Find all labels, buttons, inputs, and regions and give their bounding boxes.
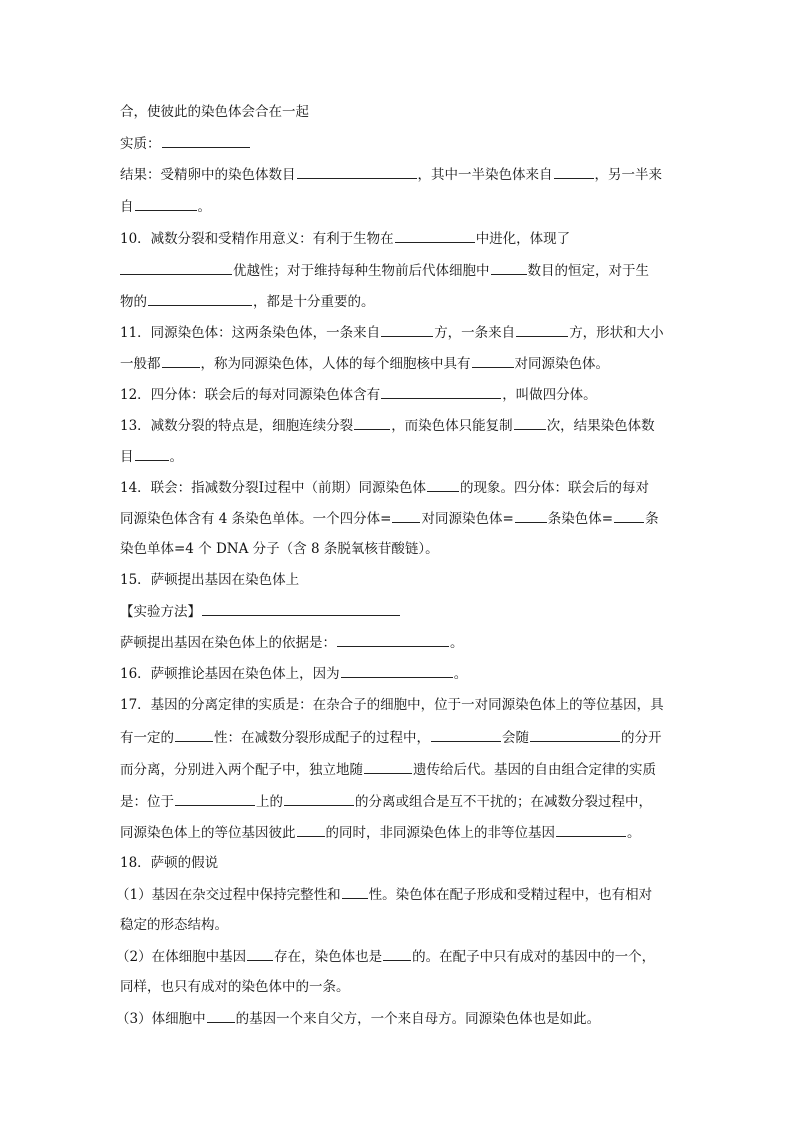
line-text: 的分开	[621, 730, 662, 746]
line-text: 目	[120, 449, 134, 465]
line-text: ，其中一半染色体来自	[417, 167, 553, 183]
line-text: 12．四分体：联会后的每对同源染色体含有	[120, 387, 381, 403]
line-text: 的基因一个来自父方，一个来自母方。同源染色体也是如此。	[235, 1011, 601, 1027]
line-text: 上的	[256, 794, 283, 810]
line-text: 染色单体=4 个 DNA 分子（含 8 条脱氧核苷酸链）。	[120, 541, 439, 557]
text-line	[120, 791, 684, 811]
blank-field[interactable]	[341, 663, 453, 678]
blank-field[interactable]	[514, 415, 546, 430]
blank-field[interactable]	[135, 196, 197, 211]
blank-field[interactable]	[472, 353, 514, 368]
blank-field[interactable]	[284, 791, 354, 806]
line-text: （1）基因在杂交过程中保持完整性和	[116, 887, 341, 903]
line-text: 合，使彼此的染色体会合在一起	[120, 104, 309, 120]
line-text: 的现象。四分体：联会后的每对	[460, 480, 650, 496]
line-text: 同源染色体含有 4 条染色单体。一个四分体=	[120, 511, 392, 527]
line-text: 11．同源染色体：这两条染色体，一条来自	[120, 325, 381, 341]
text-line	[120, 759, 684, 779]
line-text: 的分离或组合是互不干扰的；在减数分裂过程中，	[355, 794, 652, 810]
line-text: 方，一条来自	[434, 325, 516, 341]
blank-field[interactable]	[162, 353, 200, 368]
blank-field[interactable]	[431, 727, 501, 742]
line-text: 。	[453, 666, 468, 682]
line-text: 性。染色体在配子形成和受精过程中，也有相对	[368, 887, 653, 903]
line-text: ，另一半来	[594, 167, 662, 183]
line-text: 。	[627, 825, 641, 841]
line-text: 优越性；对于维持每种生物前后代体细胞中	[233, 263, 490, 279]
text-line	[116, 884, 684, 904]
text-line	[120, 384, 684, 404]
blank-field[interactable]	[342, 884, 368, 899]
blank-field[interactable]	[614, 508, 644, 523]
blank-field[interactable]	[120, 260, 232, 275]
line-text: 存在，染色体也是	[274, 949, 383, 965]
line-text: 的。在配子中只有成对的基因中的一个，	[412, 949, 656, 965]
line-text: 。	[450, 635, 464, 651]
line-text: 条染色体=	[547, 511, 614, 527]
line-text: 次，结果染色体数	[546, 418, 655, 434]
line-text: 是：位于	[120, 794, 174, 810]
blank-field[interactable]	[381, 322, 433, 337]
blank-field[interactable]	[162, 133, 250, 148]
line-text: 10．减数分裂和受精作用意义：有利于生物在	[120, 231, 394, 247]
blank-field[interactable]	[515, 508, 547, 523]
blank-field[interactable]	[175, 791, 255, 806]
line-text: 有一定的	[120, 730, 174, 746]
line-text: ，称为同源染色体，人体的每个细胞核中具有	[200, 356, 471, 372]
line-text: ，都是十分重要的。	[253, 294, 375, 310]
blank-field[interactable]	[427, 477, 459, 492]
line-text: 方，形状和大小	[569, 325, 664, 341]
text-line	[120, 915, 684, 935]
line-text: 萨顿提出基因在染色体上的依据是：	[120, 635, 336, 651]
blank-field[interactable]	[337, 632, 449, 647]
line-text: 结果：受精卵中的染色体数目	[120, 167, 296, 183]
blank-field[interactable]	[354, 415, 390, 430]
text-line	[120, 102, 684, 122]
line-text: 遗传给后代。基因的自由组合定律的实质	[413, 762, 656, 778]
blank-field[interactable]	[554, 164, 594, 179]
line-text: 中进化，体现了	[475, 231, 571, 247]
blank-field[interactable]	[297, 164, 417, 179]
line-text: 15．萨顿提出基因在染色体上	[120, 572, 300, 588]
blank-field[interactable]	[395, 228, 475, 243]
text-line	[120, 508, 684, 528]
text-line	[120, 446, 684, 466]
blank-field[interactable]	[297, 822, 325, 837]
line-text: 18．萨顿的假说	[120, 855, 219, 871]
blank-field[interactable]	[175, 727, 213, 742]
blank-field[interactable]	[381, 384, 501, 399]
text-line	[120, 415, 684, 435]
text-line	[120, 477, 684, 497]
text-line	[120, 601, 684, 621]
text-line	[120, 727, 684, 747]
line-text: 同源染色体上的等位基因彼此	[120, 825, 296, 841]
text-line	[120, 196, 684, 216]
text-line	[116, 1008, 684, 1028]
line-text: （2）在体细胞中基因	[116, 949, 247, 965]
line-text: 会随	[502, 730, 529, 746]
line-text: 数目的恒定，对于生	[527, 263, 649, 279]
line-text: 实质：	[120, 136, 161, 152]
line-text: 14．联会：指减数分裂Ⅰ过程中（前期）同源染色体	[120, 480, 427, 496]
line-text: 物的	[120, 294, 147, 310]
blank-field[interactable]	[530, 727, 620, 742]
blank-field[interactable]	[135, 446, 169, 461]
blank-field[interactable]	[202, 601, 400, 616]
text-line	[120, 353, 684, 373]
line-text: 。	[169, 449, 183, 465]
text-line	[120, 570, 684, 590]
line-text: ，而染色体只能复制	[391, 418, 513, 434]
line-text: 同样，也只有成对的染色体中的一条。	[120, 979, 350, 995]
line-text: 【实验方法】	[120, 604, 201, 620]
blank-field[interactable]	[556, 822, 626, 837]
text-line	[120, 291, 684, 311]
text-line	[120, 539, 684, 559]
line-text: 条	[645, 511, 659, 527]
text-line	[120, 164, 684, 184]
line-text: 的同时，非同源染色体上的非等位基因	[325, 825, 555, 841]
text-line	[120, 228, 684, 248]
line-text: 13．减数分裂的特点是，细胞连续分裂	[120, 418, 354, 434]
line-text: （3）体细胞中	[116, 1011, 206, 1027]
line-text: 对同源染色体=	[421, 511, 514, 527]
blank-field[interactable]	[148, 291, 252, 306]
line-text: 一般都	[120, 356, 161, 372]
blank-field[interactable]	[392, 508, 420, 523]
line-text: 。	[197, 199, 211, 215]
text-line	[120, 322, 684, 342]
line-text: ，叫做四分体。	[502, 387, 597, 403]
text-line	[120, 695, 684, 715]
text-line	[120, 977, 684, 997]
line-text: 性：在减数分裂形成配子的过程中，	[214, 730, 430, 746]
line-text: 自	[120, 199, 134, 215]
blank-field[interactable]	[207, 1008, 235, 1023]
blank-field[interactable]	[491, 260, 527, 275]
text-line	[116, 946, 684, 966]
text-line	[120, 853, 684, 873]
line-text: 17．基因的分离定律的实质是：在杂合子的细胞中，位于一对同源染色体上的等位基因，具	[120, 697, 664, 713]
line-text: 稳定的形态结构。	[120, 917, 228, 933]
text-line	[120, 260, 684, 280]
text-line	[120, 822, 684, 842]
text-line	[120, 632, 684, 652]
blank-field[interactable]	[247, 946, 273, 961]
text-line	[120, 133, 684, 153]
line-text: 16．萨顿推论基因在染色体上，因为	[120, 666, 340, 682]
line-text: 而分离，分别进入两个配子中，独立地随	[120, 762, 363, 778]
line-text: 对同源染色体。	[514, 356, 609, 372]
blank-field[interactable]	[364, 759, 412, 774]
text-line	[120, 663, 684, 683]
blank-field[interactable]	[516, 322, 568, 337]
blank-field[interactable]	[383, 946, 411, 961]
